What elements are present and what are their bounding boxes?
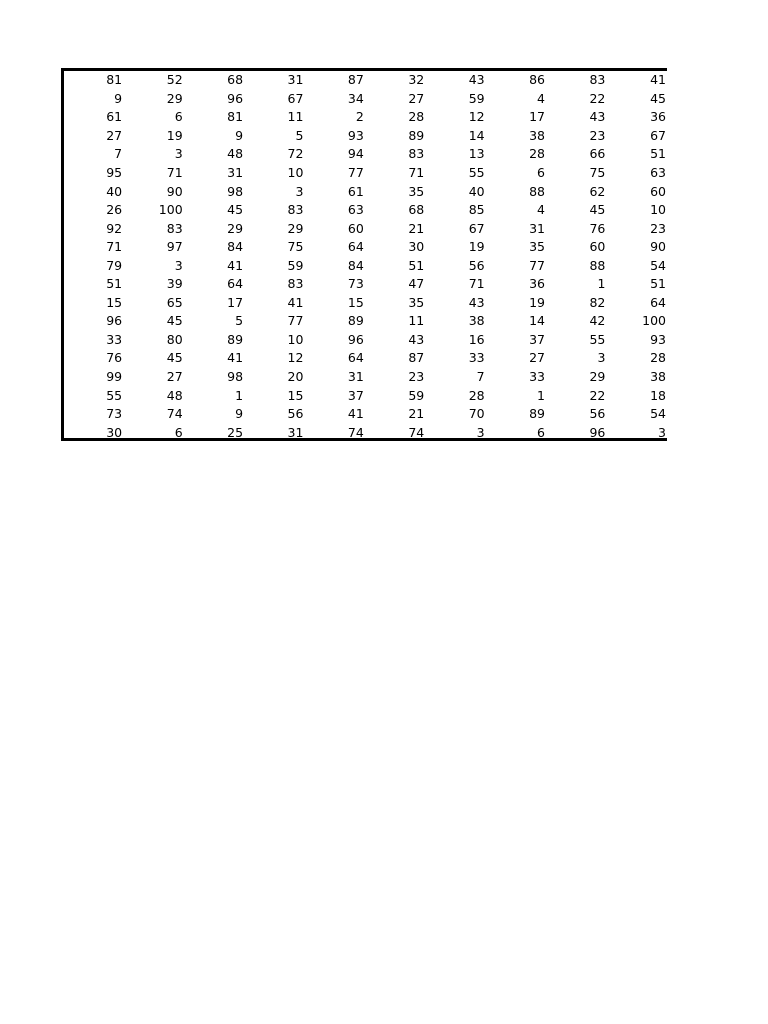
table-row — [64, 368, 667, 387]
table-cell: 56 — [287, 406, 304, 422]
table-cell: 71 — [468, 276, 485, 292]
table-cell: 23 — [408, 369, 425, 385]
table-cell: 80 — [166, 331, 183, 347]
table-cell: 1 — [235, 387, 244, 403]
table-cell: 68 — [227, 72, 244, 88]
table-cell: 55 — [468, 165, 485, 180]
data-table-body — [64, 71, 667, 441]
table-cell: 71 — [408, 165, 425, 180]
table-cell: 31 — [347, 369, 364, 385]
table-row — [64, 164, 667, 183]
table-cell: 35 — [408, 294, 425, 310]
table-cell: 96 — [347, 331, 364, 347]
table-cell: 33 — [106, 331, 123, 347]
table-cell: 59 — [408, 387, 425, 403]
table-cell: 98 — [227, 369, 244, 385]
table-cell: 27 — [106, 127, 123, 143]
table-cell: 9 — [235, 127, 244, 143]
table-cell: 79 — [106, 257, 123, 273]
table-row — [64, 127, 667, 146]
table-cell: 83 — [287, 202, 304, 218]
table-cell: 99 — [106, 369, 123, 385]
table-cell: 60 — [347, 220, 364, 236]
table-cell: 51 — [106, 276, 123, 292]
table-row — [64, 423, 667, 441]
table-cell: 29 — [166, 90, 183, 106]
table-cell: 88 — [589, 257, 606, 273]
table-row — [64, 108, 667, 127]
table-cell: 81 — [106, 72, 123, 88]
table-cell: 55 — [589, 331, 606, 347]
table-cell: 84 — [347, 257, 364, 273]
table-cell: 51 — [650, 146, 666, 162]
table-cell: 45 — [589, 202, 606, 218]
table-cell: 1 — [537, 387, 545, 403]
table-cell: 48 — [227, 146, 244, 162]
table-row — [64, 71, 667, 90]
table-cell: 89 — [408, 127, 425, 143]
table-cell: 15 — [287, 387, 304, 403]
table-cell: 55 — [106, 387, 123, 403]
table-cell: 18 — [650, 387, 666, 403]
table-row — [64, 405, 667, 424]
table-cell: 14 — [468, 127, 485, 143]
table-cell: 43 — [468, 72, 485, 88]
table-cell: 34 — [347, 90, 364, 106]
table-cell: 43 — [408, 331, 425, 347]
table-cell: 64 — [650, 294, 666, 310]
table-cell: 100 — [158, 202, 183, 218]
table-cell: 48 — [166, 387, 183, 403]
table-cell: 94 — [347, 146, 364, 162]
table-cell: 11 — [408, 313, 425, 329]
table-cell: 73 — [347, 276, 364, 292]
table-cell: 38 — [650, 369, 666, 385]
table-cell: 54 — [650, 406, 666, 422]
table-row — [64, 238, 667, 257]
table-cell: 77 — [347, 165, 364, 180]
table-cell: 7 — [114, 146, 123, 162]
table-cell: 60 — [589, 239, 606, 255]
table-cell: 64 — [347, 239, 364, 255]
table-row — [64, 312, 667, 331]
table-cell: 19 — [529, 294, 545, 310]
table-cell: 73 — [106, 406, 123, 422]
table-cell: 17 — [529, 109, 545, 125]
table-cell: 62 — [589, 183, 606, 199]
table-cell: 43 — [589, 109, 606, 125]
table-cell: 83 — [287, 276, 304, 292]
table-cell: 61 — [106, 109, 123, 125]
table-cell: 77 — [287, 313, 304, 329]
table-cell: 9 — [114, 90, 123, 106]
table-cell: 10 — [287, 165, 304, 180]
table-cell: 100 — [642, 313, 666, 329]
table-cell: 74 — [408, 424, 425, 440]
table-cell: 10 — [650, 202, 666, 218]
table-row — [64, 90, 667, 109]
table-cell: 6 — [174, 424, 183, 440]
table-cell: 45 — [166, 313, 183, 329]
table-cell: 29 — [589, 369, 606, 385]
table-cell: 35 — [408, 183, 425, 199]
table-cell: 47 — [408, 276, 425, 292]
table-row — [64, 145, 667, 164]
table-cell: 72 — [287, 146, 304, 162]
table-cell: 33 — [529, 369, 545, 385]
table-cell: 19 — [166, 127, 183, 143]
table-cell: 96 — [227, 90, 244, 106]
table-cell: 30 — [408, 239, 425, 255]
table-cell: 2 — [355, 109, 364, 125]
table-cell: 5 — [235, 313, 244, 329]
table-cell: 90 — [650, 239, 666, 255]
table-cell: 25 — [227, 424, 244, 440]
table-cell: 3 — [174, 146, 183, 162]
table-cell: 76 — [106, 350, 123, 366]
table-cell: 70 — [468, 406, 485, 422]
table-cell: 64 — [347, 350, 364, 366]
table-cell: 67 — [650, 127, 666, 143]
table-cell: 9 — [235, 406, 244, 422]
table-cell: 10 — [287, 331, 304, 347]
table-cell: 59 — [287, 257, 304, 273]
table-cell: 52 — [166, 72, 183, 88]
table-cell: 31 — [287, 424, 304, 440]
table-cell: 29 — [227, 220, 244, 236]
table-cell: 43 — [468, 294, 485, 310]
table-cell: 15 — [347, 294, 364, 310]
table-cell: 1 — [597, 276, 606, 292]
table-cell: 89 — [347, 313, 364, 329]
table-cell: 96 — [106, 313, 123, 329]
table-cell: 20 — [287, 369, 304, 385]
table-row — [64, 294, 667, 313]
table-cell: 22 — [589, 387, 606, 403]
table-cell: 56 — [589, 406, 606, 422]
table-cell: 45 — [227, 202, 244, 218]
table-cell: 28 — [529, 146, 545, 162]
table-cell: 31 — [529, 220, 545, 236]
table-cell: 41 — [347, 406, 364, 422]
table-cell: 30 — [106, 424, 123, 440]
table-cell: 95 — [106, 165, 123, 180]
table-cell: 3 — [174, 257, 183, 273]
table-cell: 27 — [529, 350, 545, 366]
table-cell: 65 — [166, 294, 183, 310]
table-cell: 76 — [589, 220, 606, 236]
table-cell: 60 — [650, 183, 666, 199]
table-cell: 90 — [166, 183, 183, 199]
table-cell: 3 — [295, 183, 304, 199]
table-row — [64, 349, 667, 368]
table-cell: 74 — [166, 406, 183, 422]
table-cell: 68 — [408, 202, 425, 218]
table-cell: 86 — [529, 72, 545, 88]
table-row — [64, 256, 667, 275]
table-cell: 36 — [529, 276, 545, 292]
table-cell: 16 — [468, 331, 485, 347]
table-row — [64, 219, 667, 238]
table-cell: 42 — [589, 313, 606, 329]
table-cell: 74 — [347, 424, 364, 440]
table-cell: 31 — [227, 165, 244, 180]
table-cell: 13 — [468, 146, 485, 162]
table-cell: 26 — [106, 202, 123, 218]
table-row — [64, 275, 667, 294]
table-cell: 87 — [347, 72, 364, 88]
table-cell: 89 — [529, 406, 545, 422]
table-cell: 45 — [650, 90, 666, 106]
table-cell: 14 — [529, 313, 545, 329]
table-row — [64, 386, 667, 405]
table-cell: 23 — [650, 220, 666, 236]
table-cell: 6 — [537, 424, 545, 440]
table-cell: 28 — [408, 109, 425, 125]
table-cell: 27 — [166, 369, 183, 385]
table-cell: 71 — [166, 165, 183, 180]
table-cell: 93 — [650, 331, 666, 347]
data-table-frame — [61, 68, 667, 441]
table-cell: 19 — [468, 239, 485, 255]
table-cell: 63 — [347, 202, 364, 218]
table-cell: 56 — [468, 257, 485, 273]
table-cell: 45 — [166, 350, 183, 366]
table-cell: 83 — [166, 220, 183, 236]
table-cell: 82 — [589, 294, 606, 310]
table-cell: 63 — [650, 165, 666, 180]
table-cell: 41 — [227, 257, 244, 273]
table-row — [64, 331, 667, 350]
table-cell: 75 — [287, 239, 304, 255]
table-cell: 93 — [347, 127, 364, 143]
table-cell: 23 — [589, 127, 606, 143]
table-cell: 22 — [589, 90, 606, 106]
table-cell: 33 — [468, 350, 485, 366]
table-cell: 40 — [106, 183, 123, 199]
table-cell: 84 — [227, 239, 244, 255]
table-cell: 27 — [408, 90, 425, 106]
table-cell: 32 — [408, 72, 425, 88]
table-cell: 98 — [227, 183, 244, 199]
table-cell: 28 — [650, 350, 666, 366]
table-cell: 15 — [106, 294, 123, 310]
table-cell: 39 — [166, 276, 183, 292]
table-cell: 21 — [408, 406, 425, 422]
table-cell: 31 — [287, 72, 304, 88]
table-cell: 38 — [468, 313, 485, 329]
table-cell: 41 — [287, 294, 304, 310]
table-cell: 37 — [347, 387, 364, 403]
data-table — [64, 71, 667, 441]
table-cell: 5 — [295, 127, 304, 143]
table-cell: 88 — [529, 183, 545, 199]
table-cell: 85 — [468, 202, 485, 218]
table-cell: 81 — [227, 109, 244, 125]
table-cell: 92 — [106, 220, 123, 236]
table-cell: 77 — [529, 257, 545, 273]
table-cell: 83 — [589, 72, 606, 88]
table-cell: 12 — [287, 350, 304, 366]
table-cell: 41 — [227, 350, 244, 366]
table-cell: 4 — [537, 90, 545, 106]
table-cell: 12 — [468, 109, 485, 125]
table-row — [64, 182, 667, 201]
table-cell: 66 — [589, 146, 606, 162]
table-cell: 54 — [650, 257, 666, 273]
table-cell: 97 — [166, 239, 183, 255]
table-cell: 6 — [537, 165, 545, 180]
table-cell: 21 — [408, 220, 425, 236]
table-cell: 7 — [476, 369, 485, 385]
table-cell: 37 — [529, 331, 545, 347]
table-cell: 87 — [408, 350, 425, 366]
table-cell: 28 — [468, 387, 485, 403]
table-cell: 4 — [537, 202, 545, 218]
table-cell: 36 — [650, 109, 666, 125]
table-cell: 11 — [287, 109, 304, 125]
table-cell: 96 — [589, 424, 606, 440]
table-cell: 89 — [227, 331, 244, 347]
table-cell: 40 — [468, 183, 485, 199]
table-cell: 51 — [650, 276, 666, 292]
table-cell: 71 — [106, 239, 123, 255]
table-cell: 59 — [468, 90, 485, 106]
table-cell: 35 — [529, 239, 545, 255]
table-cell: 38 — [529, 127, 545, 143]
table-cell: 6 — [174, 109, 183, 125]
table-cell: 3 — [597, 350, 606, 366]
table-cell: 75 — [589, 165, 606, 180]
table-cell: 29 — [287, 220, 304, 236]
table-row — [64, 201, 667, 220]
table-cell: 67 — [468, 220, 485, 236]
table-cell: 83 — [408, 146, 425, 162]
table-cell: 67 — [287, 90, 304, 106]
table-cell: 3 — [658, 424, 666, 440]
table-cell: 64 — [227, 276, 244, 292]
table-cell: 17 — [227, 294, 244, 310]
table-cell: 3 — [476, 424, 485, 440]
table-cell: 61 — [347, 183, 364, 199]
table-cell: 41 — [650, 72, 666, 88]
table-cell: 51 — [408, 257, 425, 273]
